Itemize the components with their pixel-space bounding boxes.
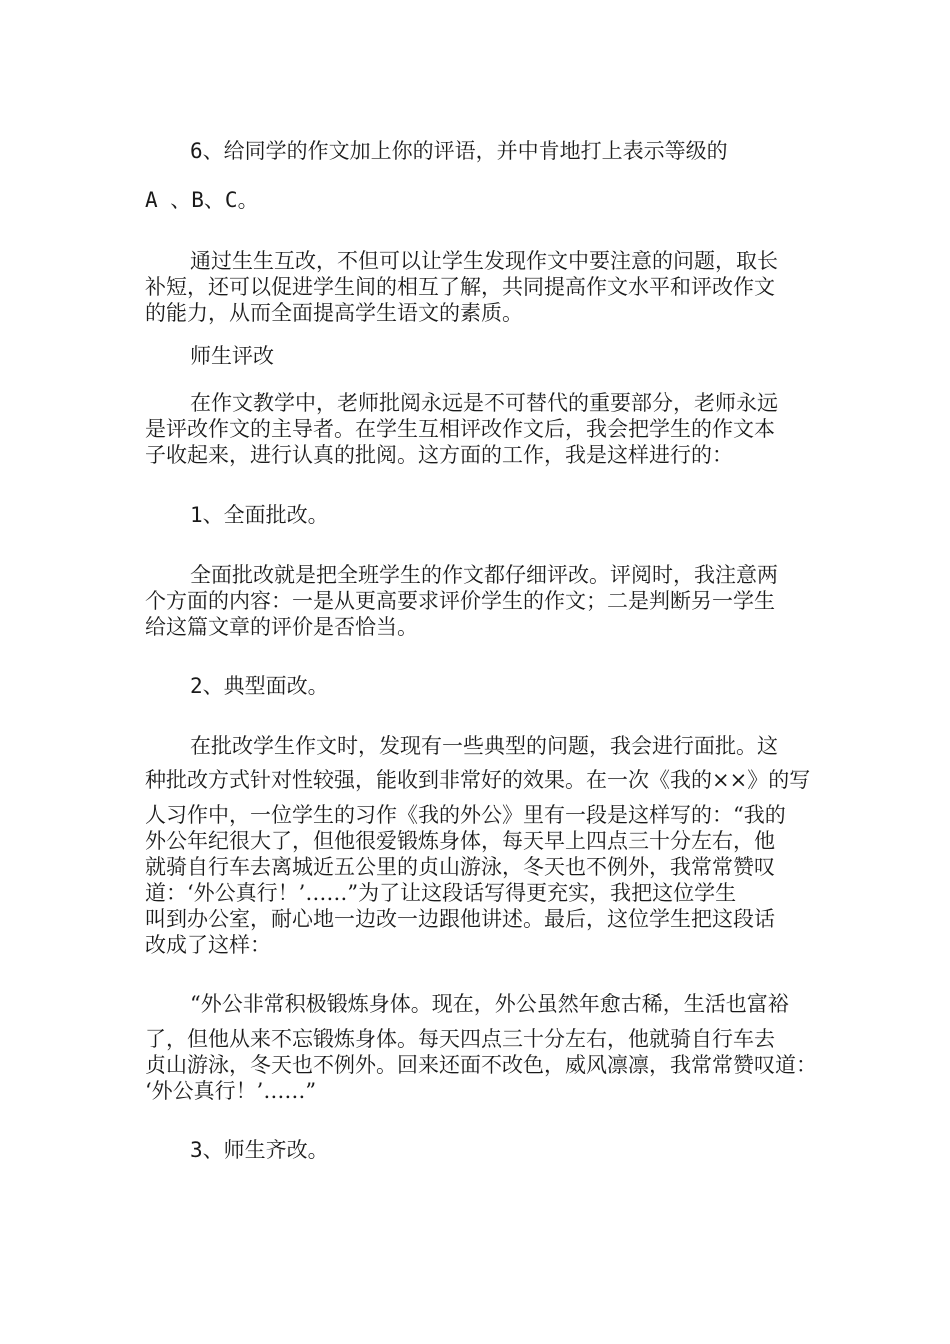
- quote-line: “外公非常积极锻炼身体。现在，外公虽然年愈古稀，生活也富裕: [190, 992, 789, 1016]
- paragraph-line: 的能力，从而全面提高学生语文的素质。: [145, 301, 523, 325]
- subheading-2: 2、典型面改。: [190, 674, 329, 698]
- list-item-6: 6、给同学的作文加上你的评语，并中肯地打上表示等级的: [190, 139, 728, 163]
- paragraph-line: 道：‘外公真行！’……”为了让这段话写得更充实，我把这位学生: [145, 881, 737, 905]
- paragraph-line: 全面批改就是把全班学生的作文都仔细评改。评阅时，我注意两: [190, 563, 778, 587]
- paragraph-line: 个方面的内容：一是从更高要求评价学生的作文；二是判断另一学生: [145, 589, 775, 613]
- paragraph-line: 叫到办公室，耐心地一边改一边跟他讲述。最后，这位学生把这段话: [145, 907, 775, 931]
- paragraph-line: 就骑自行车去离城近五公里的贞山游泳，冬天也不例外，我常常赞叹: [145, 855, 775, 879]
- paragraph-line: 在批改学生作文时，发现有一些典型的问题，我会进行面批。这: [190, 734, 778, 758]
- paragraph-line: 给这篇文章的评价是否恰当。: [145, 615, 418, 639]
- quote-line: 了，但他从来不忘锻炼身体。每天四点三十分左右，他就骑自行车去: [145, 1027, 775, 1051]
- subheading-1: 1、全面批改。: [190, 503, 329, 527]
- paragraph-line: 种批改方式针对性较强，能收到非常好的效果。在一次《我的××》的写: [145, 768, 811, 792]
- paragraph-line: 是评改作文的主导者。在学生互相评改作文后，我会把学生的作文本: [145, 417, 775, 441]
- paragraph-line: 补短，还可以促进学生间的相互了解，共同提高作文水平和评改作文: [145, 275, 775, 299]
- paragraph-line: 改成了这样：: [145, 933, 271, 957]
- paragraph-line: 在作文教学中，老师批阅永远是不可替代的重要部分，老师永远: [190, 391, 778, 415]
- quote-line: ‘外公真行！’……”: [145, 1079, 317, 1103]
- quote-line: 贞山游泳，冬天也不例外。回来还面不改色，威风凛凛，我常常赞叹道：: [145, 1053, 817, 1077]
- paragraph-line: 外公年纪很大了，但他很爱锻炼身体，每天早上四点三十分左右，他: [145, 829, 775, 853]
- list-item-6-continuation: A 、B、C。: [145, 188, 259, 212]
- paragraph-line: 子收起来，进行认真的批阅。这方面的工作，我是这样进行的：: [145, 443, 733, 467]
- subheading-3: 3、师生齐改。: [190, 1138, 329, 1162]
- paragraph-line: 人习作中，一位学生的习作《我的外公》里有一段是这样写的：“我的: [145, 803, 786, 827]
- section-heading: 师生评改: [190, 344, 274, 368]
- paragraph-line: 通过生生互改，不但可以让学生发现作文中要注意的问题，取长: [190, 249, 778, 273]
